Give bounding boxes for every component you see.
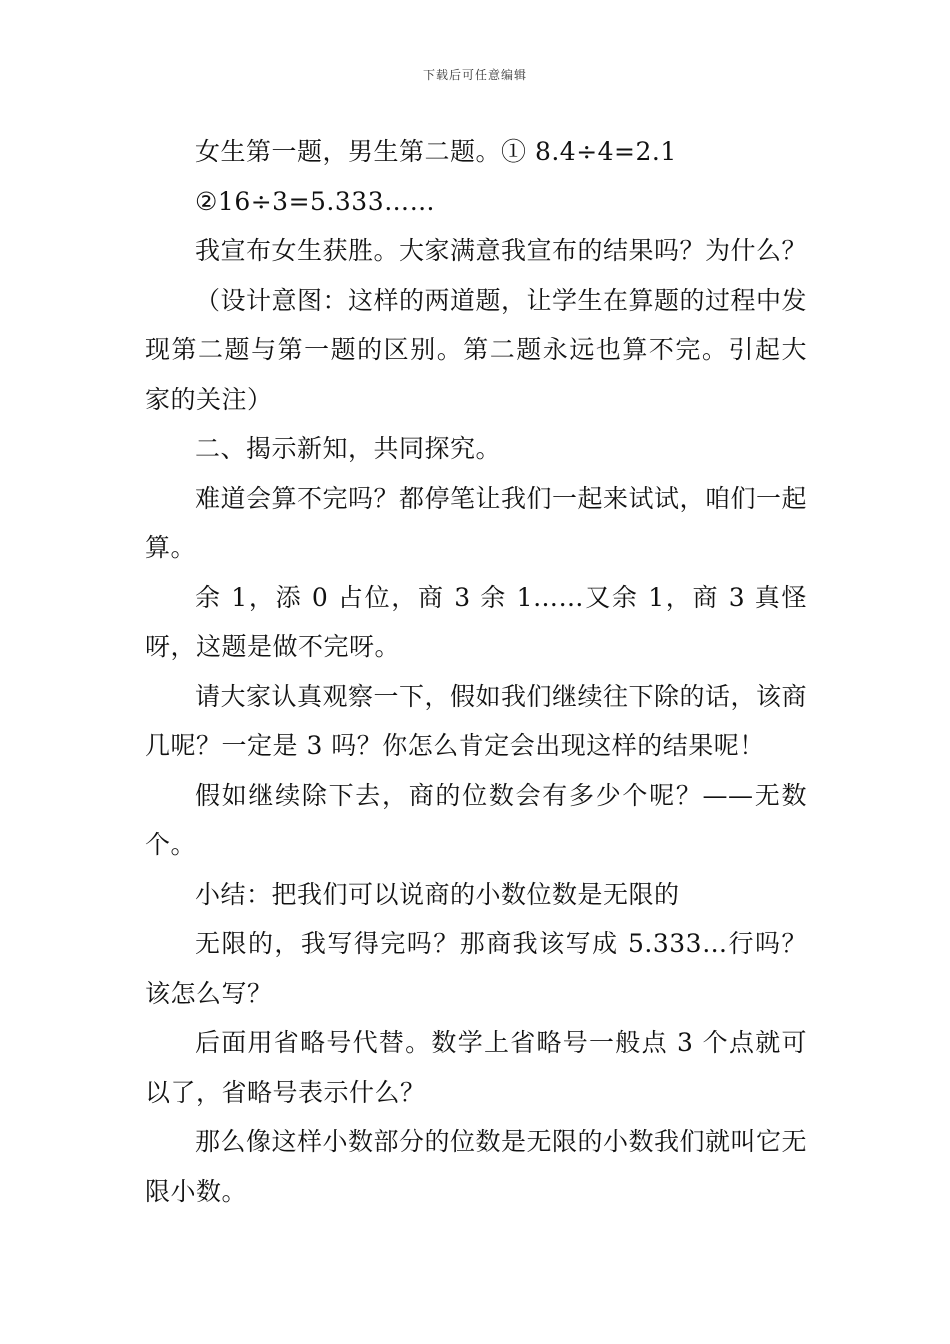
paragraph-announce-winner: 我宣布女生获胜。大家满意我宣布的结果吗？为什么？ <box>195 236 808 265</box>
paragraph-ellipsis: 后面用省略号代替。数学上省略号一般点 3 个点就可以了，省略号表示什么？ <box>145 1028 807 1107</box>
paragraph-observe: 请大家认真观察一下，假如我们继续往下除的话，该商几呢？一定是 3 吗？你怎么肯定会出现这样的结果呢！ <box>145 681 808 760</box>
paragraph-how-to-write: 无限的，我写得完吗？那商我该写成 5.333…行吗？该怎么写？ <box>145 929 807 1008</box>
paragraph-section-heading: 二、揭示新知，共同探究。 <box>195 434 502 463</box>
paragraph-girls-boys-question: 女生第一题，男生第二题。① 8.4÷4=2.1 <box>195 137 677 166</box>
paragraph-remainder: 余 1，添 0 占位，商 3 余 1……又余 1，商 3 真怪呀，这题是做不完呀。 <box>145 582 807 661</box>
document-body <box>145 127 807 1216</box>
page-header: 下载后可任意编辑 <box>422 68 527 82</box>
paragraph-design-intent: （设计意图：这样的两道题，让学生在算题的过程中发现第二题与第一题的区别。第二题永远也算不完。引起大家的关注） <box>145 285 808 414</box>
paragraph-definition: 那么像这样小数部分的位数是无限的小数我们就叫它无限小数。 <box>145 1127 808 1206</box>
paragraph-digit-count: 假如继续除下去，商的位数会有多少个呢？——无数个。 <box>145 780 807 859</box>
paragraph-try-together: 难道会算不完吗？都停笔让我们一起来试试，咱们一起算。 <box>145 483 808 562</box>
paragraph-second-equation: ②16÷3=5.333…… <box>195 186 436 216</box>
paragraph-summary: 小结：把我们可以说商的小数位数是无限的 <box>195 879 680 909</box>
